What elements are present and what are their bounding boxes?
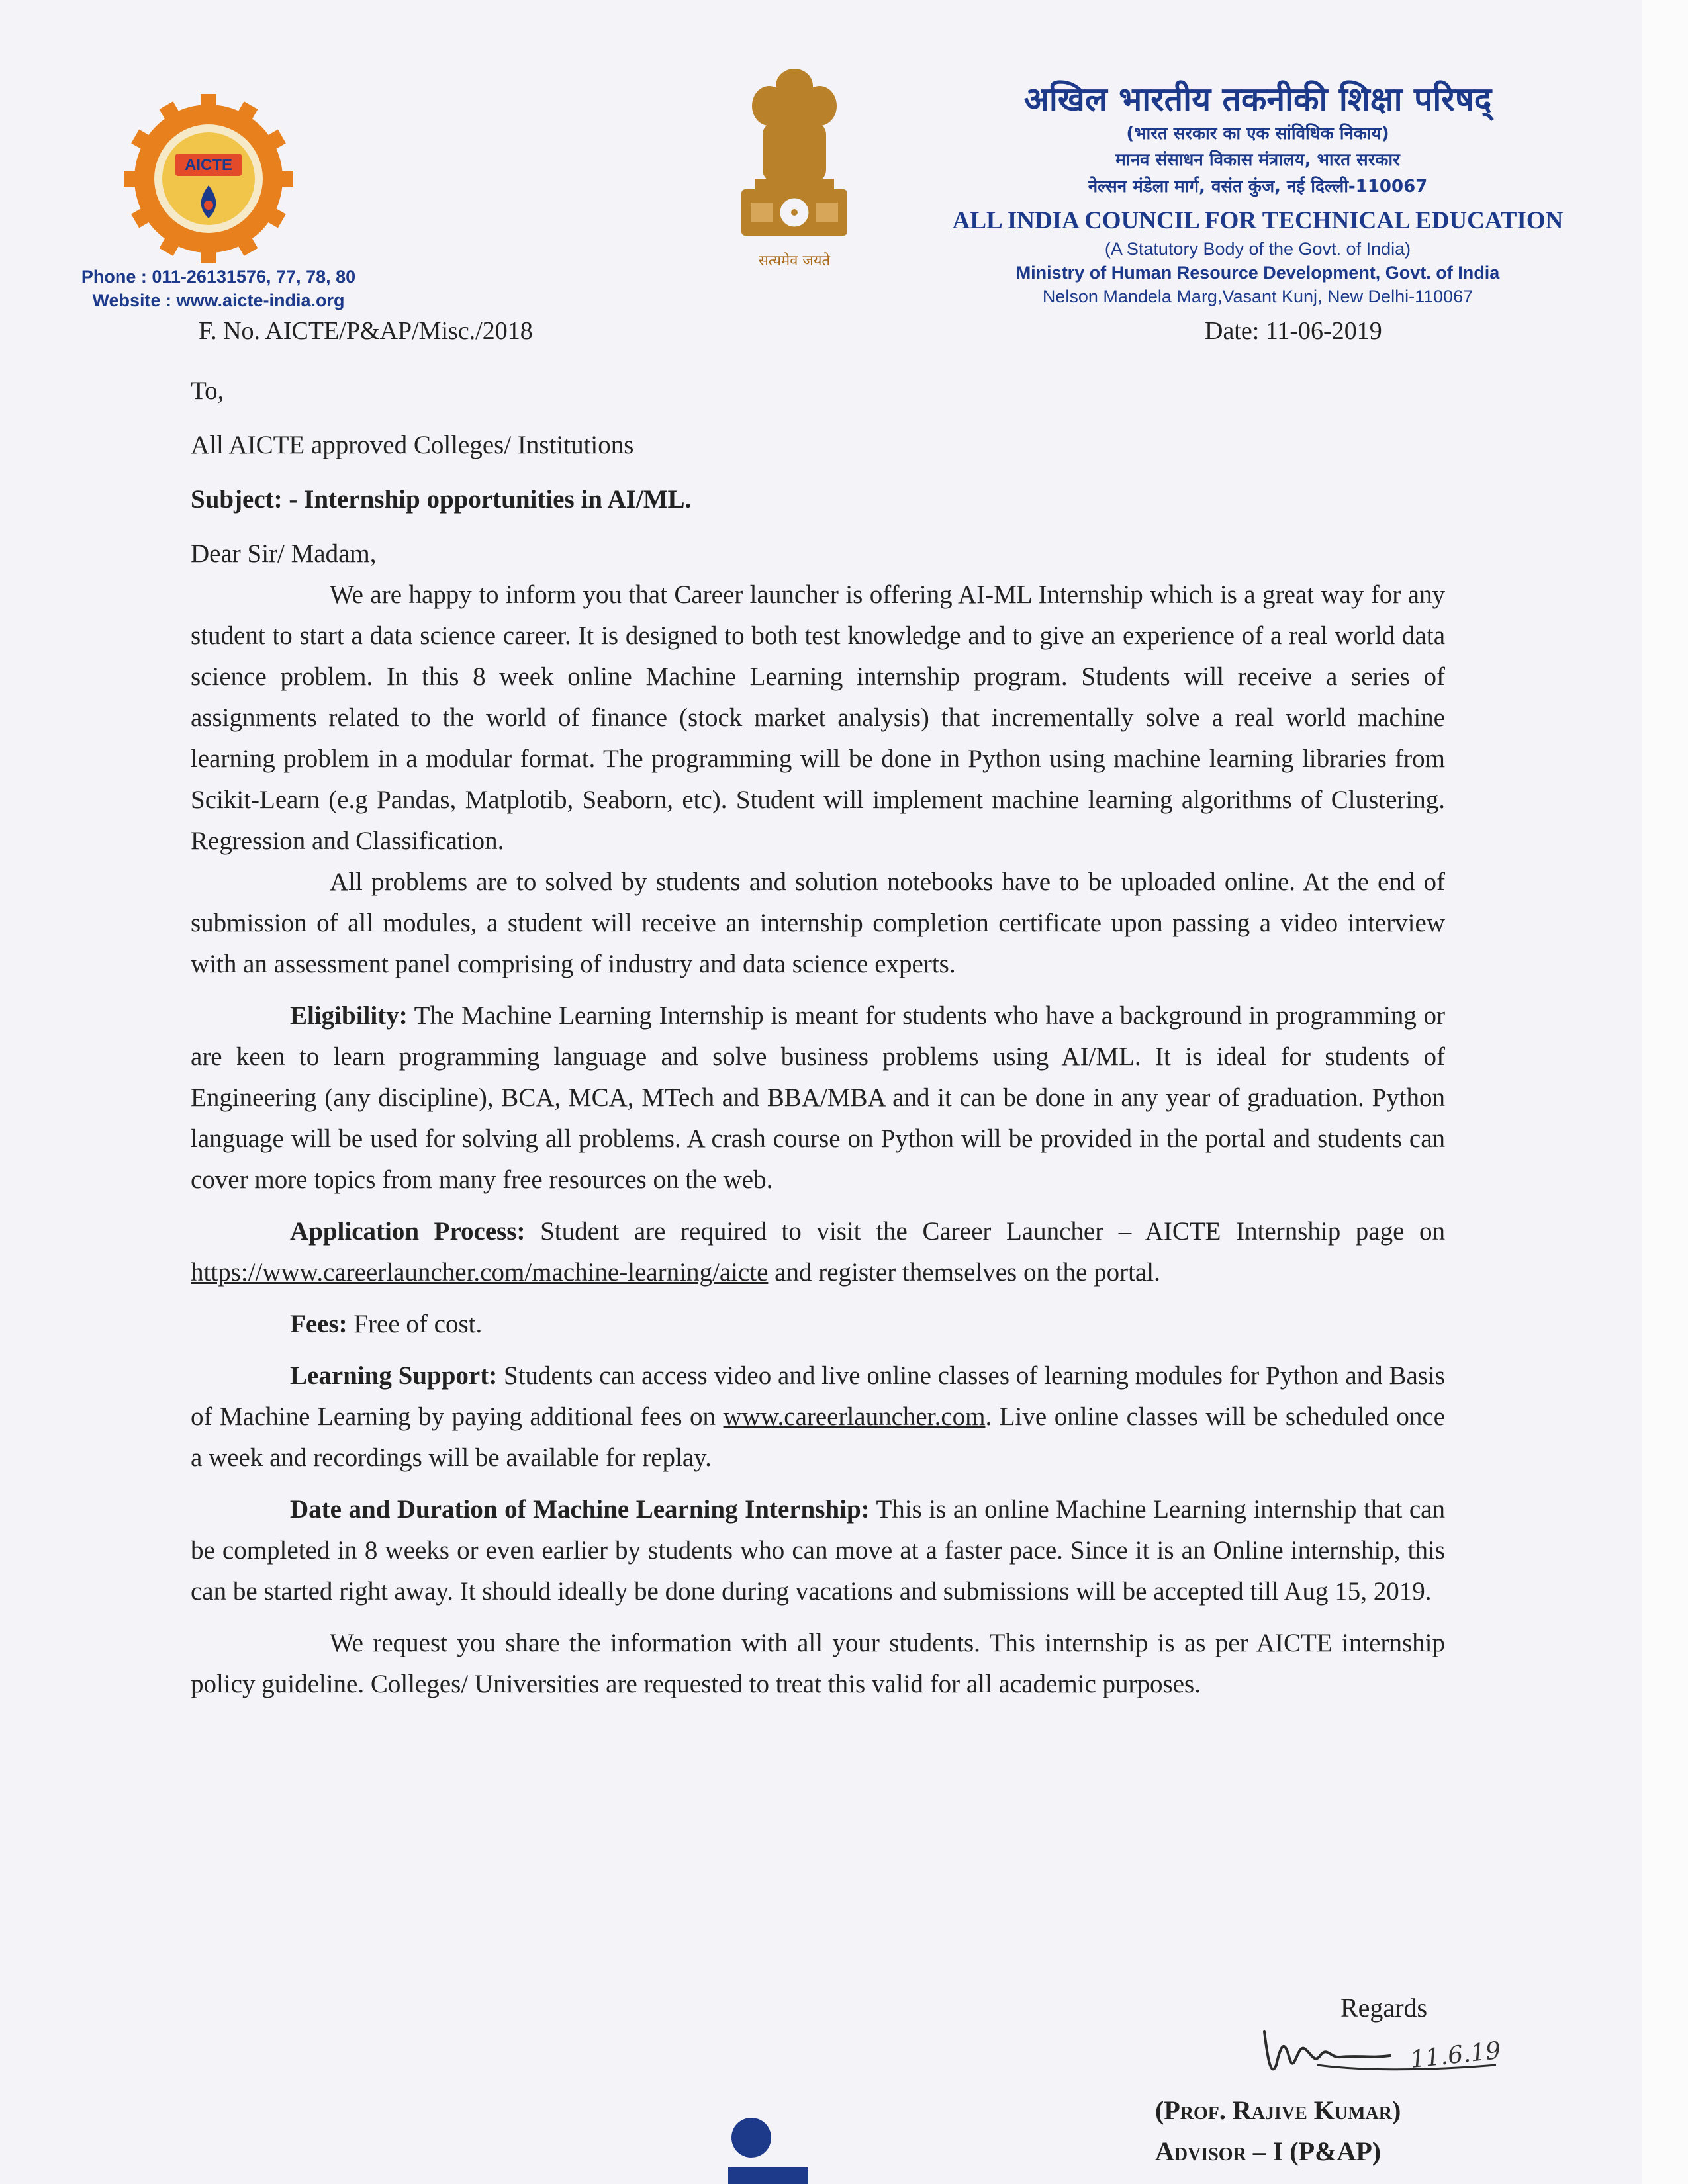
english-line-2: Ministry of Human Resource Development, Govt. of India <box>1015 263 1500 283</box>
phone-number: Phone : 011-26131576, 77, 78, 80 <box>81 267 356 287</box>
logo-text: AICTE <box>185 156 232 174</box>
file-number: F. No. AICTE/P&AP/Misc./2018 <box>199 317 533 345</box>
paragraph-submission: All problems are to solved by students and solution notebooks have to be uploaded online. At the end of submission of all modules, a student will receive an internship completion certificate upon passing a video interview with an assessment panel comprising of industry and data science experts. <box>191 868 1445 978</box>
support-text-2: . Live online classes will be scheduled once a week and recordings will be available for replay. <box>191 1402 1445 1472</box>
emblem-motto: सत्यमेव जयते <box>758 253 831 269</box>
application-text-1: Student are required to visit the Career Launcher – AICTE Internship page on <box>525 1217 1445 1246</box>
application-text-2: and register themselves on the portal. <box>768 1258 1160 1287</box>
duration-label: Date and Duration of Machine Learning Internship: <box>290 1495 870 1524</box>
letter-date: Date: 11-06-2019 <box>1205 317 1382 345</box>
signer-name: (Prof. Rajive Kumar) <box>1155 2095 1401 2125</box>
signature-date: 11.6.19 <box>1409 2036 1503 2074</box>
recipient: All AICTE approved Colleges/ Institutions <box>191 431 634 459</box>
application-link[interactable]: https://www.careerlauncher.com/machine-learning/aicte <box>191 1258 769 1287</box>
english-line-3: Nelson Mandela Marg,Vasant Kunj, New Delhi-110067 <box>1042 287 1474 306</box>
letter-body <box>191 371 1445 1705</box>
english-title: ALL INDIA COUNCIL FOR TECHNICAL EDUCATION <box>952 207 1564 234</box>
national-emblem <box>722 60 867 258</box>
hindi-title: अखिल भारतीय तकनीकी शिक्षा परिषद् <box>1023 80 1492 118</box>
paragraph-eligibility <box>191 995 1445 1201</box>
footer-logo <box>722 2115 814 2184</box>
page-edge <box>1642 0 1688 2184</box>
application-label: Application Process: <box>290 1217 526 1246</box>
paragraph-fees <box>191 1304 1445 1345</box>
to-line: To, <box>191 377 224 405</box>
subject-line: Subject: - Internship opportunities in AI/ML. <box>191 485 692 514</box>
signer-title: Advisor – I (P&AP) <box>1155 2136 1382 2166</box>
hindi-line-1: (भारत सरकार का एक सांविधिक निकाय) <box>1126 124 1389 144</box>
eligibility-label: Eligibility: <box>290 1001 408 1030</box>
eligibility-text: The Machine Learning Internship is meant for students who have a background in programming or are keen to learn programming language and solve business problems using AI/ML. It is ideal for students of Engineering (any discipline), BCA, MCA, MTech and BBA/MBA and it can be done in any year of graduation. Python language will be used for solving all problems. A crash course on Python will be provided in the portal and students can cover more topics from many free resources on the web. <box>191 1001 1445 1194</box>
salutation: Dear Sir/ Madam, <box>191 539 377 568</box>
paragraph-intro: We are happy to inform you that Career launcher is offering AI-ML Internship which is a great way for any student to start a data science career. It is designed to both test knowledge and to give an experience of a real world data science problem. In this 8 week online Machine Learning internship program. Students will receive a series of assignments related to the world of finance (stock market analysis) that incrementally solve a real world machine learning problem in a modular format. The programming will be done in Python using machine learning libraries from Scikit-Learn (e.g Pandas, Matplotib, Seaborn, etc). Student will implement machine learning algorithms of Clustering. Regression and Classification. <box>191 580 1445 855</box>
paragraph-application <box>191 1211 1445 1293</box>
paragraph-duration <box>191 1489 1445 1612</box>
support-label: Learning Support: <box>290 1361 498 1390</box>
paragraph-closing: We request you share the information with all your students. This internship is as per AICTE internship policy guideline. Colleges/ Universities are requested to treat this valid for all academic purposes. <box>191 1629 1445 1698</box>
english-line-1: (A Statutory Body of the Govt. of India) <box>1104 239 1411 259</box>
duration-text: This is an online Machine Learning internship that can be completed in 8 weeks or even earlier by students who can move at a faster pace. Since it is an Online internship, this can be started right away. It should ideally be done during vacations and submissions will be accepted till Aug 15, 2019. <box>191 1495 1445 1606</box>
website: Website : www.aicte-india.org <box>92 291 345 310</box>
paragraph-support <box>191 1355 1445 1479</box>
hindi-line-2: मानव संसाधन विकास मंत्रालय, भारत सरकार <box>1115 150 1400 170</box>
signer-block <box>1155 2090 1401 2172</box>
aicte-logo <box>122 93 295 265</box>
contact-info <box>60 265 377 312</box>
hindi-line-3: नेल्सन मंडेला मार्ग, वसंत कुंज, नई दिल्ली-110067 <box>1088 177 1428 197</box>
fees-label: Fees: <box>290 1310 348 1338</box>
support-link[interactable]: www.careerlauncher.com <box>723 1402 986 1431</box>
regards: Regards <box>1340 1993 1428 2023</box>
support-text-1: Students can access video and live online classes of learning modules for Python and Basis of Machine Learning by paying additional fees on <box>191 1361 1445 1431</box>
letterhead <box>927 78 1589 308</box>
fees-text: Free of cost. <box>347 1310 483 1338</box>
